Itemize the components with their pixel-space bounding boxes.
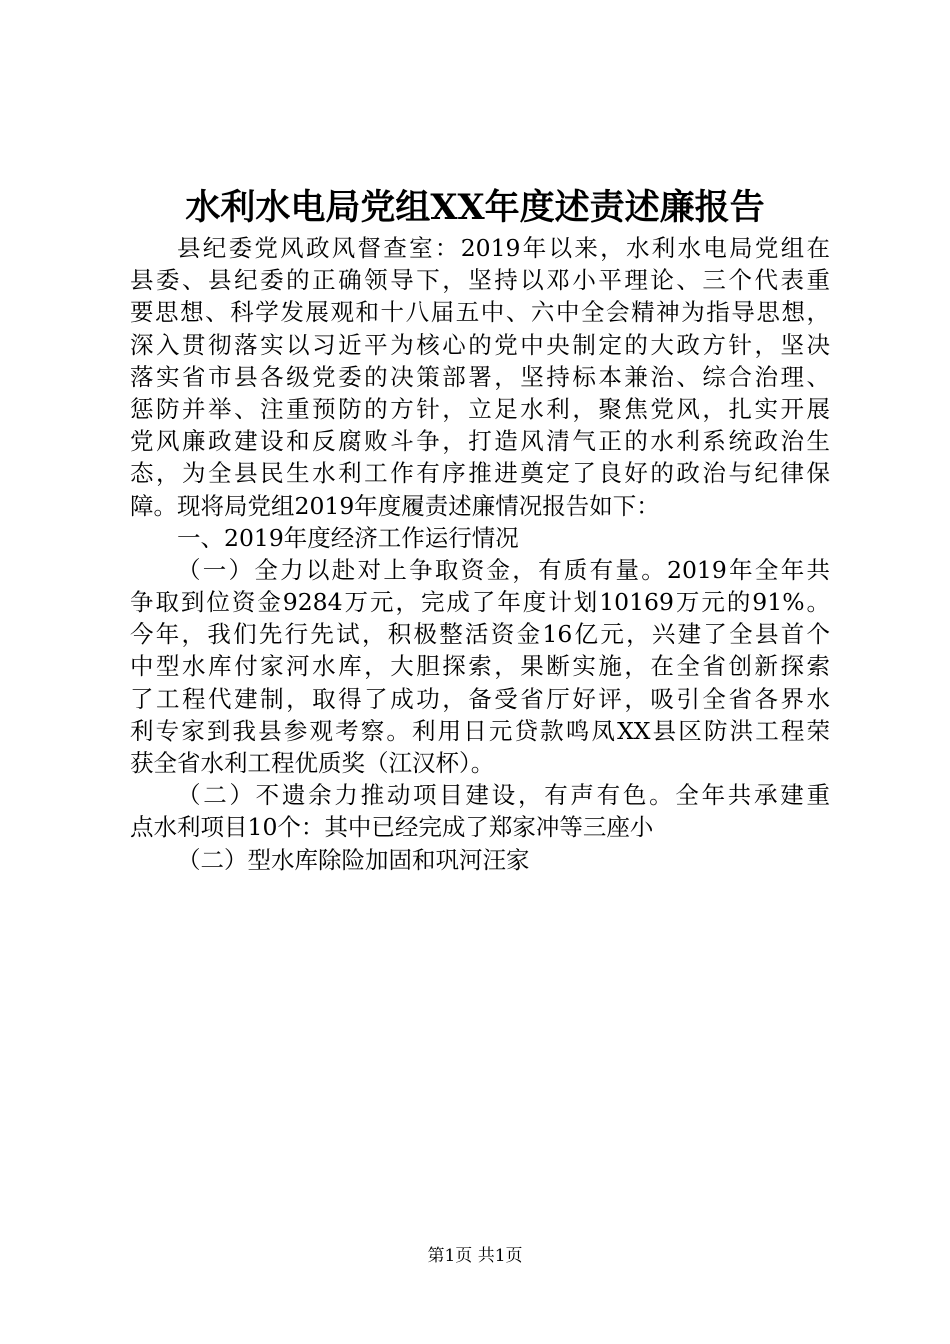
document-title: 水利水电局党组XX年度述责述廉报告 — [185, 187, 765, 228]
paragraph-line: 县委、县纪委的正确领导下，坚持以邓小平理论、三个代表重 — [130, 266, 830, 295]
paragraph-line: （一）全力以赴对上争取资金，有质有量。2019年全年共 — [177, 555, 830, 584]
paragraph-line: 惩防并举、注重预防的方针，立足水利，聚焦党风，扎实开展 — [130, 394, 830, 423]
paragraph-line: 获全省水利工程优质奖（江汉杯）。 — [130, 749, 495, 777]
paragraph-line: 要思想、科学发展观和十八届五中、六中全会精神为指导思想， — [130, 298, 830, 327]
paragraph-line: 了工程代建制，取得了成功，备受省厅好评，吸引全省各界水 — [130, 684, 830, 713]
paragraph-line: 中型水库付家河水库，大胆探索，果断实施，在全省创新探索 — [130, 652, 830, 681]
paragraph-line: 落实省市县各级党委的决策部署，坚持标本兼治、综合治理、 — [130, 362, 830, 391]
paragraph-line: （二）不遗余力推动项目建设，有声有色。全年共承建重 — [177, 781, 830, 810]
paragraph-line: 党风廉政建设和反腐败斗争，打造风清气正的水利系统政治生 — [130, 427, 830, 456]
paragraph-line: 点水利项目10个：其中已经完成了郑家冲等三座小 — [130, 813, 654, 842]
paragraph-line: 态，为全县民生水利工作有序推进奠定了良好的政治与纪律保 — [130, 459, 830, 488]
page-number-footer: 第1页 共1页 — [427, 1246, 523, 1266]
paragraph-line: （二）型水库除险加固和巩河汪家 — [177, 845, 530, 874]
document-body — [130, 232, 830, 876]
paragraph-line: 今年，我们先行先试，积极整活资金16亿元，兴建了全县首个 — [130, 620, 830, 649]
paragraph-line: 争取到位资金9284万元，完成了年度计划10169万元的91%。 — [130, 588, 830, 617]
paragraph-line: 利专家到我县参观考察。利用日元贷款鸣凤XX县区防洪工程荣 — [130, 716, 830, 745]
section-heading: 一、2019年度经济工作运行情况 — [177, 523, 519, 552]
paragraph-line: 县纪委党风政风督查室：2019年以来，水利水电局党组在 — [177, 234, 830, 262]
paragraph-line: 深入贯彻落实以习近平为核心的党中央制定的大政方针，坚决 — [130, 330, 830, 359]
paragraph-line: 障。现将局党组2019年度履责述廉情况报告如下： — [130, 491, 660, 520]
